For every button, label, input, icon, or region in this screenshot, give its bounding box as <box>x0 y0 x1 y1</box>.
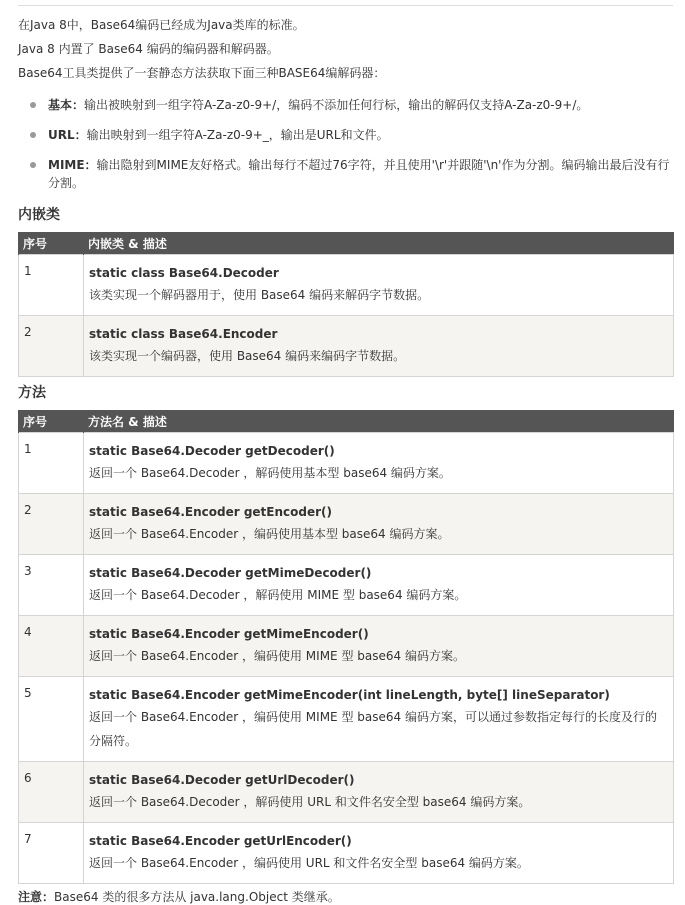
list-item-basic <box>0 96 673 114</box>
row-content <box>84 823 674 884</box>
row-number: 6 <box>19 762 84 823</box>
column-header-desc: 内嵌类 & 描述 <box>84 232 674 255</box>
row-number: 4 <box>19 616 84 677</box>
row-number: 7 <box>19 823 84 884</box>
method-signature: static Base64.Decoder getMimeDecoder() <box>89 566 372 580</box>
row-number: 3 <box>19 555 84 616</box>
method-description: 返回一个 Base64.Decoder ，解码使用 URL 和文件名安全型 base64 编码方案。 <box>89 795 531 809</box>
row-content <box>84 555 674 616</box>
method-description: 返回一个 Base64.Decoder ，解码使用基本型 base64 编码方案。 <box>89 466 451 480</box>
intro-line-1: 在Java 8中，Base64编码已经成为Java类库的标准。 <box>18 18 305 32</box>
methods-table <box>18 410 674 884</box>
methods-heading: 方法 <box>18 385 46 401</box>
row-content <box>84 677 674 762</box>
table-header-row <box>19 410 674 433</box>
table-row <box>19 762 674 823</box>
feature-term: URL： <box>48 128 87 142</box>
feature-term: MIME： <box>48 158 97 172</box>
feature-text: 输出被映射到一组字符A-Za-z0-9+/，编码不添加任何行标，输出的解码仅支持A-Za-z0-9+/。 <box>84 98 589 112</box>
table-row <box>19 677 674 762</box>
table-row <box>19 494 674 555</box>
table-row <box>19 255 674 316</box>
row-content <box>84 433 674 494</box>
class-signature: static class Base64.Decoder <box>89 266 279 280</box>
class-description: 该类实现一个编码器，使用 Base64 编码来编码字节数据。 <box>89 349 406 363</box>
intro-line-3: Base64工具类提供了一套静态方法获取下面三种BASE64编解码器： <box>18 66 386 80</box>
table-row <box>19 616 674 677</box>
table-row <box>19 433 674 494</box>
class-description: 该类实现一个解码器用于，使用 Base64 编码来解码字节数据。 <box>89 288 430 302</box>
method-description: 返回一个 Base64.Encoder ，编码使用 URL 和文件名安全型 base64 编码方案。 <box>89 856 529 870</box>
note-body: Base64 类的很多方法从 java.lang.Object 类继承。 <box>54 890 340 904</box>
bullet-icon <box>30 132 36 138</box>
feature-text: 输出隐射到MIME友好格式。输出每行不超过76字符，并且使用'\r'并跟随'\n'作为分割。编码输出最后没有行分割。 <box>48 158 670 190</box>
row-number: 1 <box>19 255 84 316</box>
table-row <box>19 823 674 884</box>
column-header-desc: 方法名 & 描述 <box>84 410 674 433</box>
feature-term: 基本： <box>48 98 85 112</box>
row-content <box>84 494 674 555</box>
row-content <box>84 762 674 823</box>
method-description: 返回一个 Base64.Encoder ，编码使用基本型 base64 编码方案。 <box>89 527 450 541</box>
table-row <box>19 316 674 377</box>
feature-text: 输出映射到一组字符A-Za-z0-9+_，输出是URL和文件。 <box>86 128 389 142</box>
note-label: 注意： <box>18 890 55 904</box>
row-number: 2 <box>19 316 84 377</box>
intro-line-2: Java 8 内置了 Base64 编码的编码器和解码器。 <box>18 42 279 56</box>
method-signature: static Base64.Encoder getMimeEncoder() <box>89 627 369 641</box>
encoder-type-list <box>0 96 673 204</box>
list-item-mime <box>0 156 673 192</box>
table-header-row <box>19 232 674 255</box>
column-header-no: 序号 <box>19 232 84 255</box>
list-item-url <box>0 126 673 144</box>
row-number: 5 <box>19 677 84 762</box>
method-signature: static Base64.Decoder getDecoder() <box>89 444 335 458</box>
row-number: 2 <box>19 494 84 555</box>
method-description: 返回一个 Base64.Decoder ，解码使用 MIME 型 base64 编码方案。 <box>89 588 467 602</box>
top-divider <box>18 5 673 6</box>
class-signature: static class Base64.Encoder <box>89 327 278 341</box>
method-signature: static Base64.Encoder getEncoder() <box>89 505 332 519</box>
nested-classes-table <box>18 232 674 377</box>
method-signature: static Base64.Encoder getUrlEncoder() <box>89 834 352 848</box>
row-content <box>84 255 674 316</box>
row-content <box>84 316 674 377</box>
bullet-icon <box>30 162 36 168</box>
nested-classes-heading: 内嵌类 <box>18 207 60 223</box>
method-description: 返回一个 Base64.Encoder ，编码使用 MIME 型 base64 编码方案，可以通过参数指定每行的长度及行的分隔符。 <box>89 710 657 748</box>
table-row <box>19 555 674 616</box>
column-header-no: 序号 <box>19 410 84 433</box>
row-number: 1 <box>19 433 84 494</box>
method-description: 返回一个 Base64.Encoder ，编码使用 MIME 型 base64 编码方案。 <box>89 649 465 663</box>
row-content <box>84 616 674 677</box>
method-signature: static Base64.Decoder getUrlDecoder() <box>89 773 355 787</box>
bullet-icon <box>30 102 36 108</box>
method-signature: static Base64.Encoder getMimeEncoder(int lineLength, byte[] lineSeparator) <box>89 688 610 702</box>
